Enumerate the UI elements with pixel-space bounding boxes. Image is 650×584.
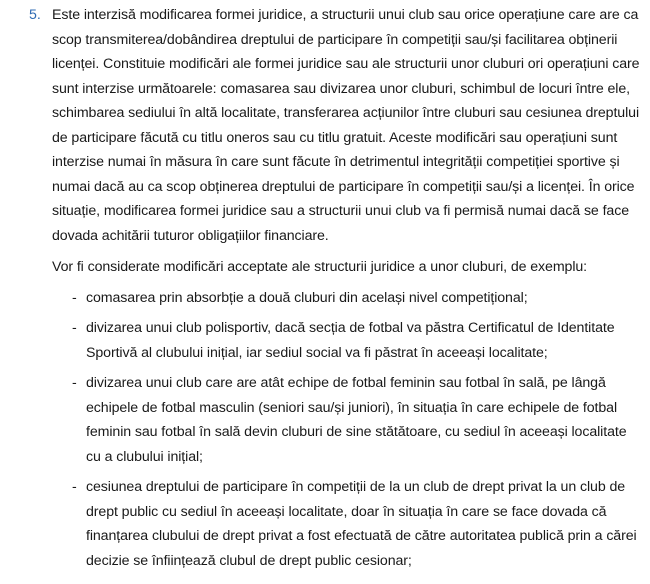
bullet-dash: - — [72, 479, 77, 495]
item-paragraph-main: Este interzisă modificarea formei juridice, a structurii unui club sau orice operațiune care are ca scop transmiterea/dobândirea dreptului de participare în competiții sau/și facilitarea obținerii licenței. Constituie modificări ale formei juridice sau ale structurii unor cluburi ori operațiuni care sunt interzise următoarele: comasarea sau divizarea unor cluburi, schimbul de locuri între ele, schimbarea sediului în altă localitate, transferarea acțiunilor între cluburi sau cesiunea dreptului de participare făcută cu titlu oneros sau cu titlu gratuit. Aceste modificări sau operațiuni sunt interzise numai în măsura în care sunt făcute în detrimentul integrității competiției sportive și numai dacă au ca scop obținerea dreptului de participare în competiții sau/și a licenței. În orice situație, modificarea formei juridice sau a structurii unui club va fi permisă numai dacă se face dovada achitării tuturor obligațiilor financiare. — [52, 7, 640, 244]
bullet-dash: - — [72, 375, 77, 391]
bullet-dash: - — [72, 289, 77, 306]
list-item-text: divizarea unui club care are atât echipe de fotbal feminin sau fotbal în sală, pe lângă echipele de fotbal masculin (seniori sau/și juniori), în situația în care echipele de fotbal feminin sau fotbal în sală devin cluburi de sine stătătoare, cu sediul în aceeași localitate cu a clubului inițial; — [86, 375, 627, 465]
list-item-text: comasarea prin absorbție a două cluburi din același nivel competițional; — [86, 289, 528, 306]
list-item-text: cesiunea dreptului de participare în competiții de la un club de drept privat la un club de drept public cu sediul în aceeași localitate, doar în situația în care se face dovada că finanțarea clubului de drept privat a fost efectuată de către autoritatea publică prin a cărei decizie se înființează clubul de drept public cesionar; — [86, 479, 637, 569]
list-item — [52, 475, 640, 573]
list-item-text: divizarea unui club polisportiv, dacă secția de fotbal va păstra Certificatul de Identitate Sportivă al clubului inițial, iar sediul social va fi păstrat în aceeași localitate; — [86, 320, 615, 361]
list-item — [52, 371, 640, 469]
numbered-item-5 — [0, 3, 650, 573]
accepted-modifications-list — [52, 286, 640, 574]
item-number: 5. — [29, 7, 41, 23]
list-item — [52, 286, 640, 311]
bullet-dash: - — [72, 320, 77, 336]
item-paragraph-intro: Vor fi considerate modificări acceptate ale structurii juridice a unor cluburi, de exemplu: — [52, 259, 588, 275]
list-item — [52, 316, 640, 365]
